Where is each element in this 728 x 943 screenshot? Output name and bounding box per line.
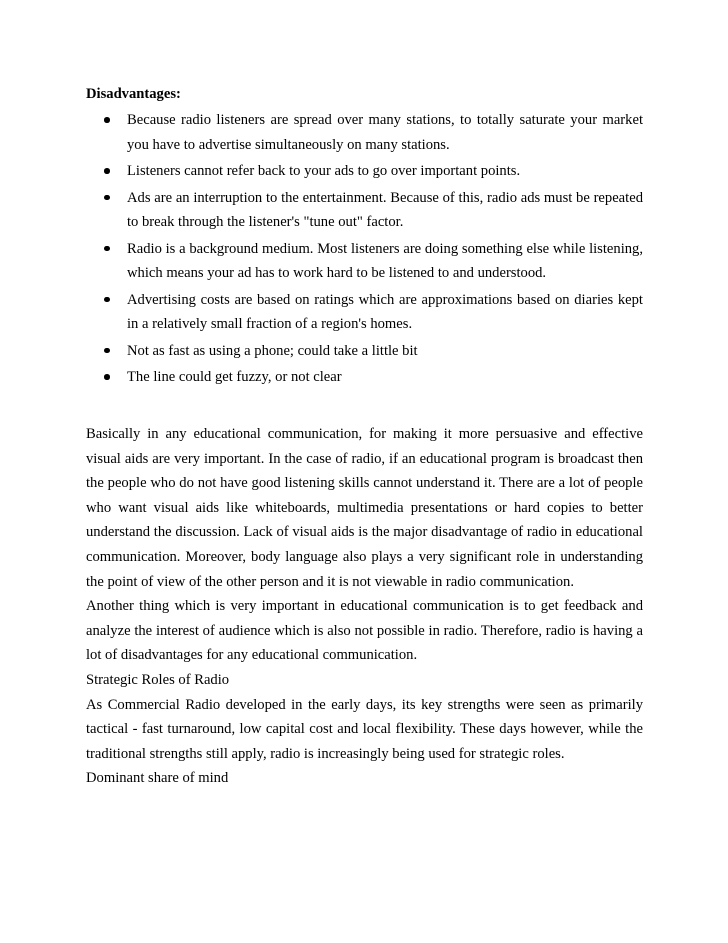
bullet-icon — [104, 168, 110, 174]
list-item-text: Ads are an interruption to the entertainment. Because of this, radio ads must be repeated to break through the listener's "tune out" factor. — [127, 189, 643, 230]
list-item — [0, 186, 643, 235]
section-heading: Disadvantages: — [86, 86, 181, 102]
list-item-text: Radio is a background medium. Most listeners are doing something else while listening, which means your ad has to work hard to be listened to and understood. — [127, 240, 643, 281]
bullet-icon — [104, 374, 110, 380]
paragraph-feedback: Another thing which is very important in educational communication is to get feedback and analyze the interest of audience which is also not possible in radio. Therefore, radio is having a lot of disadvantages for any educational communication. — [86, 598, 643, 664]
list-item-text: Advertising costs are based on ratings which are approximations based on diaries kept in a relatively small fraction of a region's homes. — [127, 291, 643, 332]
list-item — [0, 108, 643, 157]
list-item — [0, 288, 643, 337]
subheading-strategic-roles: Strategic Roles of Radio — [86, 671, 230, 688]
list-item — [0, 339, 643, 364]
paragraph-visual-aids: Basically in any educational communication, for making it more persuasive and effective visual aids are very important. In the case of radio, if an educational program is broadcast then the people who do not have good listening skills cannot understand it. There are a lot of people who want visual aids like whiteboards, multimedia presentations or hard copies to better understand the discussion. Lack of visual aids is the major disadvantage of radio in educational communication. Moreover, body language also plays a very significant role in understanding the point of view of the other person and it is not viewable in radio communication. — [86, 426, 643, 590]
list-item-text: The line could get fuzzy, or not clear — [127, 369, 342, 385]
list-item — [0, 237, 643, 286]
list-item — [0, 365, 643, 390]
disadvantages-list — [0, 108, 728, 392]
bullet-icon — [104, 297, 110, 303]
list-item-text: Not as fast as using a phone; could take a little bit — [127, 342, 418, 359]
list-item-text: Listeners cannot refer back to your ads to go over important points. — [127, 163, 521, 179]
bullet-icon — [104, 348, 110, 354]
subheading-dominant-share: Dominant share of mind — [86, 770, 229, 787]
list-item — [0, 159, 643, 184]
bullet-icon — [104, 117, 110, 123]
bullet-icon — [104, 246, 110, 252]
paragraph-commercial-radio: As Commercial Radio developed in the early days, its key strengths were seen as primarily tactical - fast turnaround, low capital cost and local flexibility. These days however, while the traditional strengths still apply, radio is increasingly being used for strategic roles. — [86, 696, 643, 762]
body-text — [86, 422, 643, 791]
list-item-text: Because radio listeners are spread over many stations, to totally saturate your market you have to advertise simultaneously on many stations. — [127, 112, 643, 153]
bullet-icon — [104, 195, 110, 201]
